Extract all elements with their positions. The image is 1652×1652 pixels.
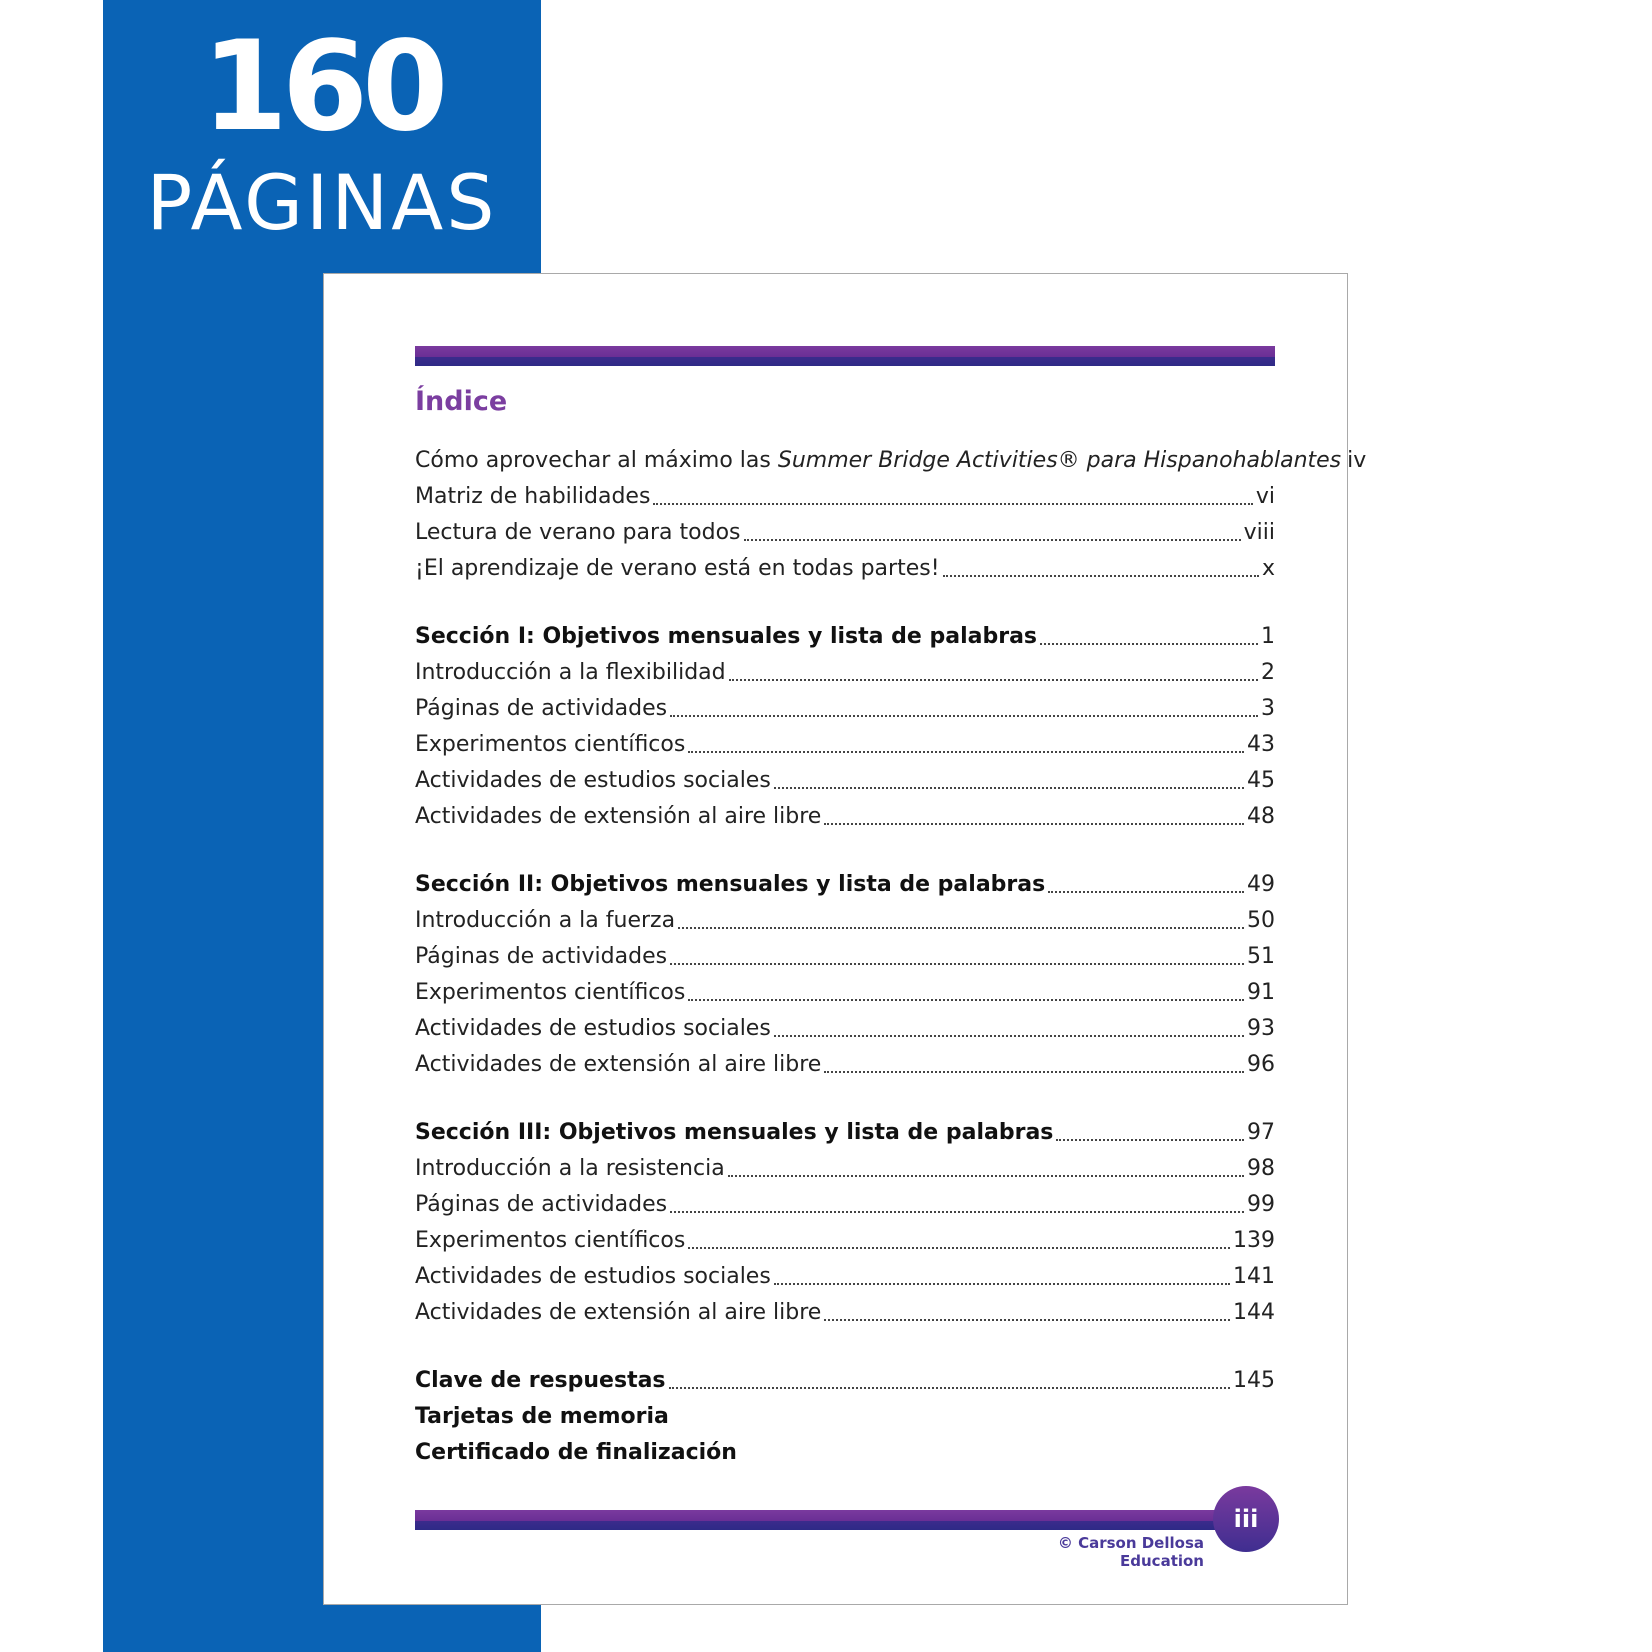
toc-entry-label: Actividades de estudios sociales: [415, 768, 771, 793]
toc-entry-label-text: Cómo aprovechar al máximo las: [415, 448, 778, 473]
toc-entry: [415, 1434, 1275, 1468]
toc-entry: [415, 866, 1275, 900]
dot-leader: [729, 677, 1258, 681]
toc-entry-page-number: x: [1261, 556, 1275, 581]
toc-entry-page-number: 144: [1233, 1300, 1275, 1325]
toc-entry-label: Experimentos científicos: [415, 1228, 686, 1253]
toc-entry-page-number: 91: [1247, 980, 1275, 1005]
top-decorative-bar: [415, 346, 1275, 366]
toc-entry-label: Introducción a la fuerza: [415, 908, 676, 933]
dot-leader: [688, 1245, 1230, 1249]
toc-entry: [415, 798, 1275, 832]
dot-leader: [774, 785, 1244, 789]
bottom-decorative-bar: [415, 1510, 1235, 1530]
dot-leader: [669, 1385, 1230, 1389]
toc-entry-page-number: viii: [1243, 520, 1275, 545]
toc-entry-label: Actividades de extensión al aire libre: [415, 1052, 822, 1077]
toc-entry: [415, 514, 1275, 548]
toc-entry: [415, 690, 1275, 724]
toc-entry: [415, 442, 1367, 476]
dot-leader: [824, 821, 1244, 825]
toc-entry: [415, 1258, 1275, 1292]
toc-entry-page-number: 48: [1247, 804, 1275, 829]
toc-entry-label: Sección III: Objetivos mensuales y lista de palabras: [415, 1120, 1054, 1145]
dot-leader: [688, 997, 1244, 1001]
dot-leader: [774, 1281, 1230, 1285]
toc-entry: [415, 550, 1275, 584]
toc-entry-label: Clave de respuestas: [415, 1368, 666, 1393]
toc-entry: [415, 1362, 1275, 1396]
toc-entry: [415, 1114, 1275, 1148]
toc-entry-page-number: 49: [1247, 872, 1275, 897]
toc-entry-label: Actividades de extensión al aire libre: [415, 1300, 822, 1325]
toc-entry: [415, 938, 1275, 972]
copyright-notice: © Carson Dellosa Education: [1057, 1534, 1204, 1570]
dot-leader: [688, 749, 1244, 753]
toc-entry-label: Actividades de extensión al aire libre: [415, 804, 822, 829]
toc-entry: [415, 762, 1275, 796]
toc-entry-label: Sección I: Objetivos mensuales y lista de palabras: [415, 624, 1038, 649]
dot-leader: [824, 1317, 1230, 1321]
toc-entry: [415, 618, 1275, 652]
toc-entry: [415, 1222, 1275, 1256]
dot-leader: [678, 925, 1244, 929]
toc-entry-label: Páginas de actividades: [415, 1192, 668, 1217]
toc-entry-label: [415, 446, 1341, 476]
toc-entry-page-number: 96: [1247, 1052, 1275, 1077]
toc-entry-label: Sección II: Objetivos mensuales y lista de palabras: [415, 872, 1046, 897]
toc-entry: [415, 1186, 1275, 1220]
toc-entry-label: Certificado de finalización: [415, 1440, 737, 1465]
page-count-number: 160: [201, 15, 443, 159]
dot-leader: [670, 961, 1244, 965]
toc-entry-page-number: vi: [1255, 484, 1275, 509]
toc-entry-page-number: 98: [1247, 1156, 1275, 1181]
toc-entry-page-number: 43: [1247, 732, 1275, 757]
toc-entry: [415, 726, 1275, 760]
toc-entry: [415, 654, 1275, 688]
toc-entry: [415, 1046, 1275, 1080]
page-count-word: PÁGINAS: [146, 158, 498, 247]
toc-entry: [415, 1010, 1275, 1044]
toc-entry-page-number: 141: [1233, 1264, 1275, 1289]
page-title: Índice: [415, 386, 508, 417]
dot-leader: [744, 537, 1241, 541]
toc-entry-page-number: 50: [1247, 908, 1275, 933]
toc-entry-page-number: iv: [1347, 448, 1367, 473]
toc-entry-page-number: 93: [1247, 1016, 1275, 1041]
dot-leader: [943, 573, 1259, 577]
toc-entry: [415, 1398, 1275, 1432]
toc-entry-page-number: 145: [1233, 1368, 1275, 1393]
dot-leader: [653, 501, 1252, 505]
toc-entry-label: Experimentos científicos: [415, 732, 686, 757]
toc-entry: [415, 478, 1275, 512]
toc-entry-page-number: 51: [1247, 944, 1275, 969]
toc-entry-page-number: 139: [1233, 1228, 1275, 1253]
book-page: [323, 273, 1367, 1605]
toc-entry-label: ¡El aprendizaje de verano está en todas partes!: [415, 556, 940, 581]
toc-entry-label: Páginas de actividades: [415, 696, 668, 721]
toc-entry: [415, 974, 1275, 1008]
toc-entry-label: Introducción a la flexibilidad: [415, 660, 726, 685]
toc-entry-page-number: 2: [1261, 660, 1275, 685]
toc-entry-page-number: 1: [1261, 624, 1275, 649]
dot-leader: [670, 713, 1258, 717]
toc-entry-page-number: 3: [1261, 696, 1275, 721]
toc-entry-page-number: 97: [1247, 1120, 1275, 1145]
dot-leader: [824, 1069, 1244, 1073]
toc-entry: [415, 1294, 1275, 1328]
dot-leader: [1056, 1137, 1244, 1141]
dot-leader: [1048, 889, 1244, 893]
toc-entry-label-italic: Summer Bridge Activities® para Hispanohablantes: [777, 448, 1342, 473]
dot-leader: [1040, 641, 1258, 645]
dot-leader: [670, 1209, 1244, 1213]
toc-entry: [415, 902, 1275, 936]
toc-entry-label: Experimentos científicos: [415, 980, 686, 1005]
toc-entry-label: Páginas de actividades: [415, 944, 668, 969]
toc-entry-label: Matriz de habilidades: [415, 484, 651, 509]
dot-leader: [774, 1033, 1244, 1037]
toc-entry: [415, 1150, 1275, 1184]
toc-entry-label: Lectura de verano para todos: [415, 520, 741, 545]
toc-entry-label: Tarjetas de memoria: [415, 1404, 669, 1429]
toc-entry-page-number: 45: [1247, 768, 1275, 793]
dot-leader: [728, 1173, 1244, 1177]
page-number-badge: iii: [1213, 1486, 1279, 1552]
toc-entry-page-number: 99: [1247, 1192, 1275, 1217]
toc-entry-label: Introducción a la resistencia: [415, 1156, 725, 1181]
toc-entry-label: Actividades de estudios sociales: [415, 1264, 771, 1289]
toc-entry-label: Actividades de estudios sociales: [415, 1016, 771, 1041]
